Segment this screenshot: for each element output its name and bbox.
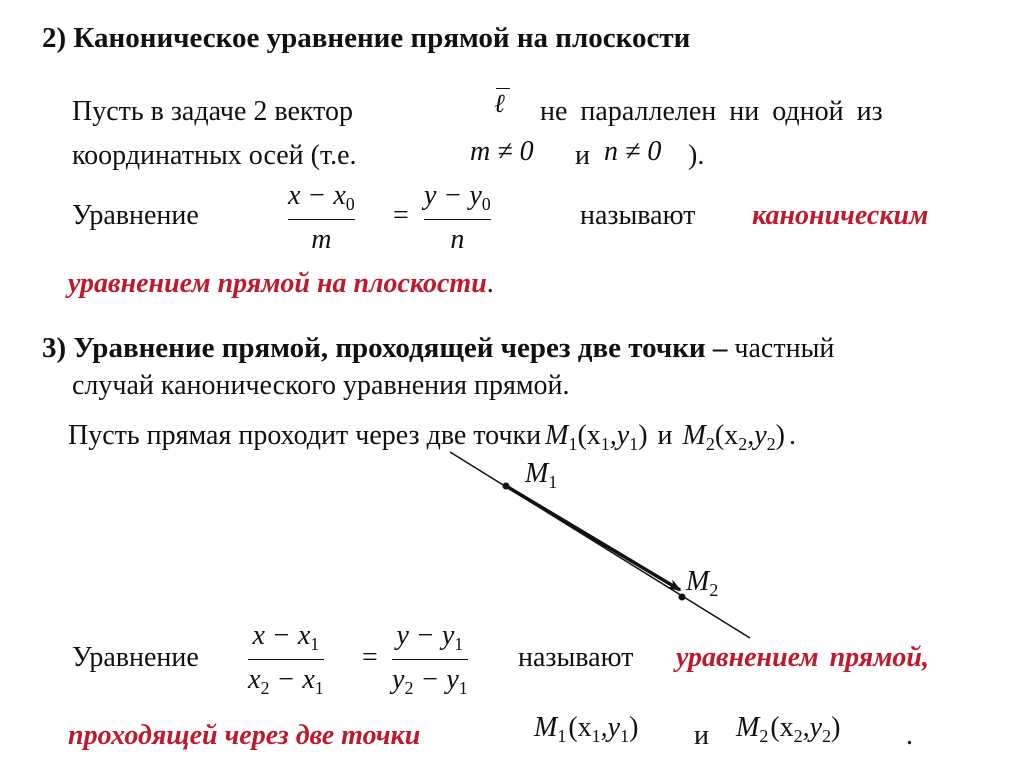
section-3-line-2: случай канонического уравнения прямой. — [72, 370, 570, 401]
two-point-term-continued: проходящей через две точки — [68, 720, 421, 751]
point-m1-dot — [503, 483, 510, 490]
two-point-fraction-x — [248, 620, 324, 699]
fraction-denominator: n — [450, 224, 465, 255]
point-m1-label: $M_1$ — [525, 458, 558, 492]
fraction-denominator: m — [311, 224, 332, 255]
final-m2-notation: $M_2(x_2,y_2)$ — [736, 712, 841, 746]
and-word: и — [657, 420, 673, 451]
period: . — [486, 268, 494, 299]
paragraph-line-2-start: координатных осей (т.е. — [72, 140, 357, 171]
called-word: называют — [580, 200, 696, 231]
period: . — [788, 420, 796, 451]
equation-label-2: Уравнение — [72, 642, 199, 673]
section-3-heading-rest: частный — [727, 333, 835, 364]
fraction-numerator: $x - x_0$ — [288, 180, 355, 214]
two-points-text: Пусть прямая проходит через две точки — [68, 420, 542, 451]
called-word-2: называют — [518, 642, 634, 673]
paragraph-line-2-end: ). — [688, 140, 705, 171]
vector-letter: ℓ — [494, 89, 505, 118]
section-2-heading: 2) Каноническое уравнение прямой на плоскости — [42, 22, 691, 54]
point-m2-label: $M_2$ — [686, 566, 719, 600]
fraction-denominator: $x_2 - x_1$ — [248, 664, 324, 698]
final-and-word: и — [694, 720, 709, 751]
final-period: . — [906, 720, 913, 751]
equals-sign: = — [393, 200, 409, 231]
paragraph-line-1-start: Пусть в задаче 2 вектор — [72, 96, 354, 127]
final-m1-notation: $M_1(x_1,y_1)$ — [534, 712, 639, 746]
fraction-bar — [248, 659, 324, 660]
two-point-term: уравнением прямой, — [676, 642, 929, 673]
point-m2-dot — [679, 594, 686, 601]
n-not-zero: n ≠ 0 — [604, 136, 662, 167]
fraction-numerator: $y - y_0$ — [424, 180, 491, 214]
equation-label: Уравнение — [72, 200, 199, 231]
straight-line — [450, 452, 750, 638]
two-point-fraction-y — [392, 620, 468, 699]
m-not-zero: m ≠ 0 — [470, 136, 534, 167]
fraction-numerator: $x - x_1$ — [252, 620, 320, 654]
equals-sign-2: = — [362, 642, 378, 673]
canonical-term: каноническим — [752, 200, 929, 231]
fraction-numerator: $y - y_1$ — [396, 620, 464, 654]
fraction-denominator: $y_2 - y_1$ — [392, 664, 468, 698]
point-m1-notation: $M_1(x_1,y_1)$ — [545, 420, 648, 454]
and-word: и — [575, 140, 590, 171]
fraction-bar — [392, 659, 468, 660]
point-m2-notation: $M_2(x_2,y_2)$ — [682, 420, 785, 454]
paragraph-line-1-end: не параллелен ни одной из — [540, 96, 883, 127]
direction-vector-arrow — [506, 486, 680, 590]
canonical-term-continued: уравнением прямой на плоскости — [68, 268, 487, 299]
section-3-heading-bold: 3) Уравнение прямой, проходящей через две точки – — [42, 332, 728, 364]
